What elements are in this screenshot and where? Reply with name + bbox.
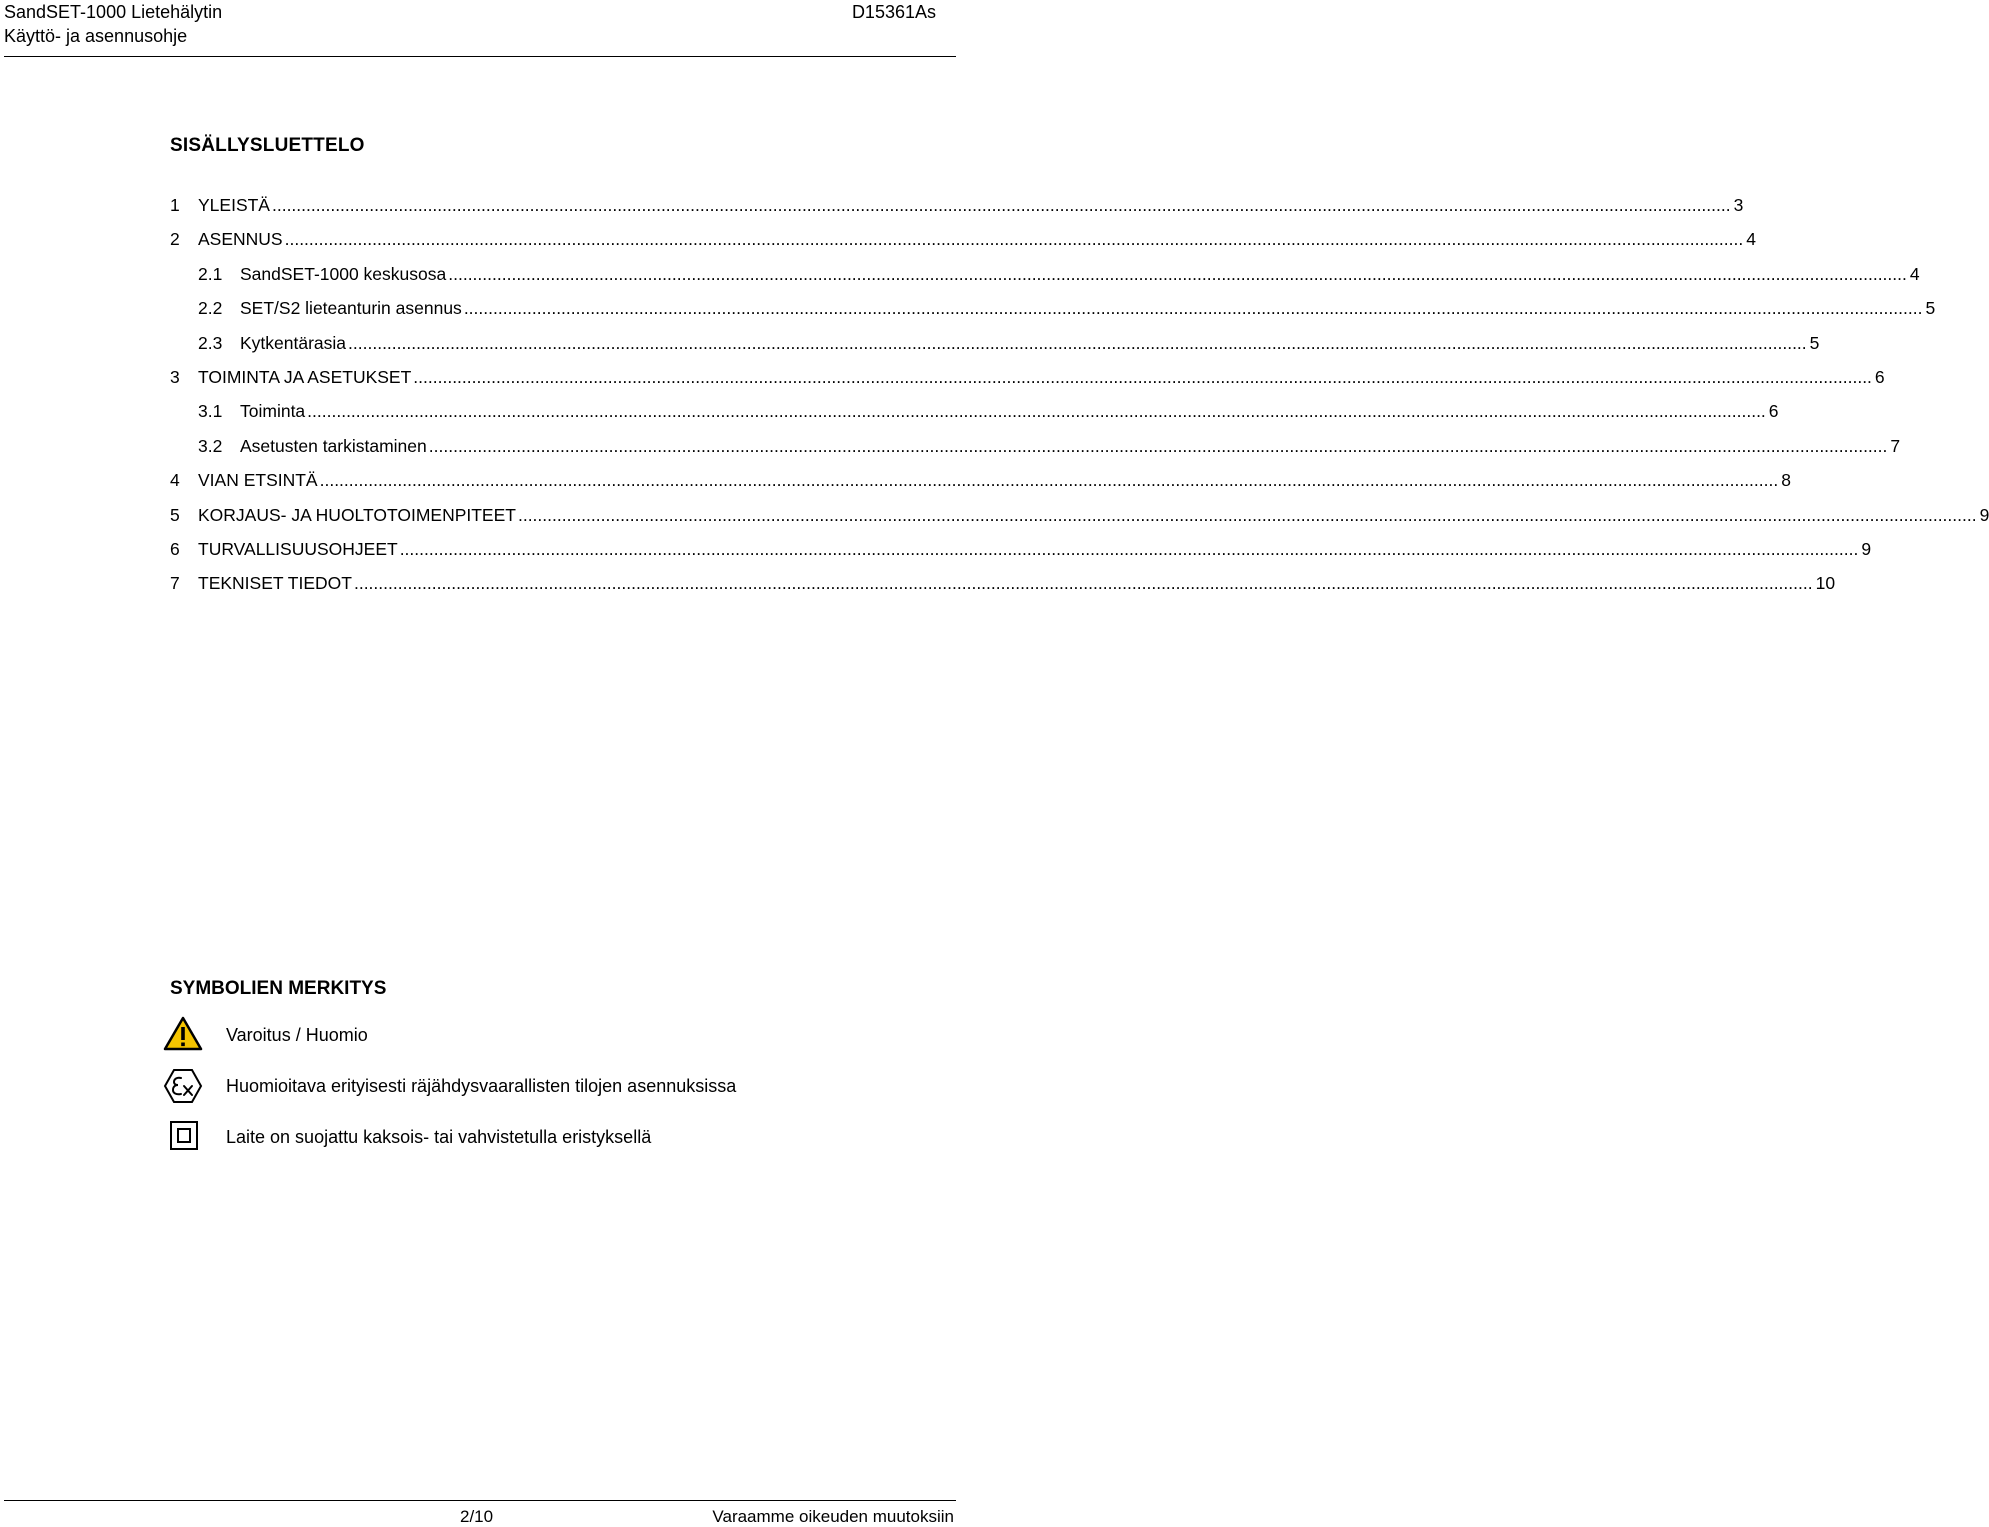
warning-triangle-icon bbox=[162, 1015, 204, 1055]
toc-entry-page: 9 bbox=[1979, 504, 1989, 525]
header-document-id: D15361As bbox=[851, 2, 936, 22]
symbol-row-warning bbox=[162, 1015, 922, 1055]
toc-entry-number: 2.3 bbox=[198, 332, 223, 353]
toc-entry bbox=[170, 571, 1836, 605]
toc-entry-number: 3.2 bbox=[198, 435, 223, 456]
toc-dot-leader: ............................................................................................................................................................................................................................................................................................................ bbox=[517, 504, 1977, 525]
toc-entry-page: 4 bbox=[1909, 263, 1920, 284]
page-header bbox=[4, 0, 956, 57]
toc-entry-title: SandSET-1000 keskusosa bbox=[240, 263, 447, 284]
toc-entry-page: 5 bbox=[1809, 332, 1820, 353]
toc-entry-page: 8 bbox=[1781, 470, 1791, 491]
toc-dot-leader: ............................................................................................................................................................................................................................................................................................................ bbox=[353, 573, 1813, 594]
toc-entry-number: 2.1 bbox=[198, 263, 223, 284]
header-product-title: SandSET-1000 Lietehälytin bbox=[4, 2, 223, 22]
toc-entry-title: YLEISTÄ bbox=[198, 195, 270, 215]
toc-dot-leader: ............................................................................................................................................................................................................................................................................................................ bbox=[428, 435, 1888, 456]
table-of-contents bbox=[170, 193, 1989, 606]
toc-entry-title: SET/S2 lieteanturin asennus bbox=[240, 298, 462, 319]
toc-entry-number: 2.2 bbox=[198, 298, 223, 319]
toc-entry bbox=[170, 262, 1920, 296]
toc-entry bbox=[170, 468, 1791, 502]
ex-explosion-protection-icon bbox=[162, 1066, 204, 1106]
symbol-text-ex: Huomioitava erityisesti räjähdysvaarallisten tilojen asennuksissa bbox=[226, 1076, 737, 1096]
toc-dot-leader: ............................................................................................................................................................................................................................................................................................................ bbox=[271, 195, 1731, 215]
toc-entry-page: 7 bbox=[1890, 435, 1901, 456]
toc-dot-leader: ............................................................................................................................................................................................................................................................................................................ bbox=[284, 229, 1744, 250]
toc-entry-page: 3 bbox=[1733, 195, 1744, 215]
toc-entry-title: KORJAUS- JA HUOLTOTOIMENPITEET bbox=[198, 504, 516, 525]
symbol-text-warning: Varoitus / Huomio bbox=[226, 1025, 368, 1045]
toc-dot-leader: ............................................................................................................................................................................................................................................................................................................ bbox=[319, 470, 1779, 491]
toc-entry bbox=[170, 227, 1756, 261]
toc-entry-title: Toiminta bbox=[240, 401, 306, 422]
toc-entry-number: 4 bbox=[170, 470, 180, 491]
toc-entry bbox=[170, 365, 1885, 399]
symbol-row-double-insulation bbox=[162, 1117, 922, 1157]
footer-page-number: 2/10 bbox=[460, 1507, 494, 1526]
toc-entry bbox=[170, 434, 1901, 468]
toc-entry-number: 6 bbox=[170, 538, 180, 559]
toc-dot-leader: ............................................................................................................................................................................................................................................................................................................ bbox=[307, 401, 1766, 422]
symbol-row-ex bbox=[162, 1066, 922, 1106]
toc-entry-page: 5 bbox=[1925, 298, 1936, 319]
toc-entry-number: 3.1 bbox=[198, 401, 223, 422]
toc-entry-title: ASENNUS bbox=[198, 229, 283, 250]
toc-dot-leader: ............................................................................................................................................................................................................................................................................................................ bbox=[448, 263, 1907, 284]
toc-entry bbox=[170, 193, 1744, 227]
toc-entry bbox=[170, 503, 1989, 537]
toc-entry-page: 10 bbox=[1815, 573, 1836, 594]
toc-entry-number: 1 bbox=[170, 195, 180, 215]
header-title-block bbox=[4, 0, 222, 48]
footer-note: Varaamme oikeuden muutoksiin bbox=[712, 1507, 954, 1526]
toc-entry-number: 3 bbox=[170, 366, 180, 387]
toc-entry-number: 2 bbox=[170, 229, 180, 250]
toc-entry-title: Asetusten tarkistaminen bbox=[240, 435, 427, 456]
toc-dot-leader: ............................................................................................................................................................................................................................................................................................................ bbox=[463, 298, 1923, 319]
toc-dot-leader: ............................................................................................................................................................................................................................................................................................................ bbox=[348, 332, 1807, 353]
toc-entry bbox=[170, 399, 1779, 433]
toc-dot-leader: ............................................................................................................................................................................................................................................................................................................ bbox=[413, 366, 1872, 387]
header-document-subtitle: Käyttö- ja asennusohje bbox=[4, 26, 188, 46]
toc-entry-title: TOIMINTA JA ASETUKSET bbox=[198, 366, 412, 387]
toc-entry-page: 9 bbox=[1861, 538, 1872, 559]
toc-entry-page: 6 bbox=[1874, 366, 1885, 387]
toc-entry-title: VIAN ETSINTÄ bbox=[198, 470, 318, 491]
double-insulation-icon bbox=[162, 1117, 204, 1157]
symbol-text-double-insulation: Laite on suojattu kaksois- tai vahvistetulla eristyksellä bbox=[226, 1127, 652, 1147]
page-footer bbox=[4, 1500, 956, 1526]
symbols-heading: SYMBOLIEN MERKITYS bbox=[170, 978, 387, 999]
toc-entry-title: TEKNISET TIEDOT bbox=[198, 573, 352, 594]
toc-entry bbox=[170, 331, 1820, 365]
toc-dot-leader: ............................................................................................................................................................................................................................................................................................................ bbox=[399, 538, 1859, 559]
toc-entry-title: Kytkentärasia bbox=[240, 332, 347, 353]
toc-heading: SISÄLLYSLUETTELO bbox=[170, 135, 365, 156]
toc-entry-page: 6 bbox=[1768, 401, 1779, 422]
toc-entry-number: 7 bbox=[170, 573, 180, 594]
toc-entry-number: 5 bbox=[170, 504, 180, 525]
toc-entry bbox=[170, 296, 1936, 330]
toc-entry-page: 4 bbox=[1746, 229, 1756, 250]
toc-entry bbox=[170, 537, 1872, 571]
toc-entry-title: TURVALLISUUSOHJEET bbox=[198, 538, 398, 559]
